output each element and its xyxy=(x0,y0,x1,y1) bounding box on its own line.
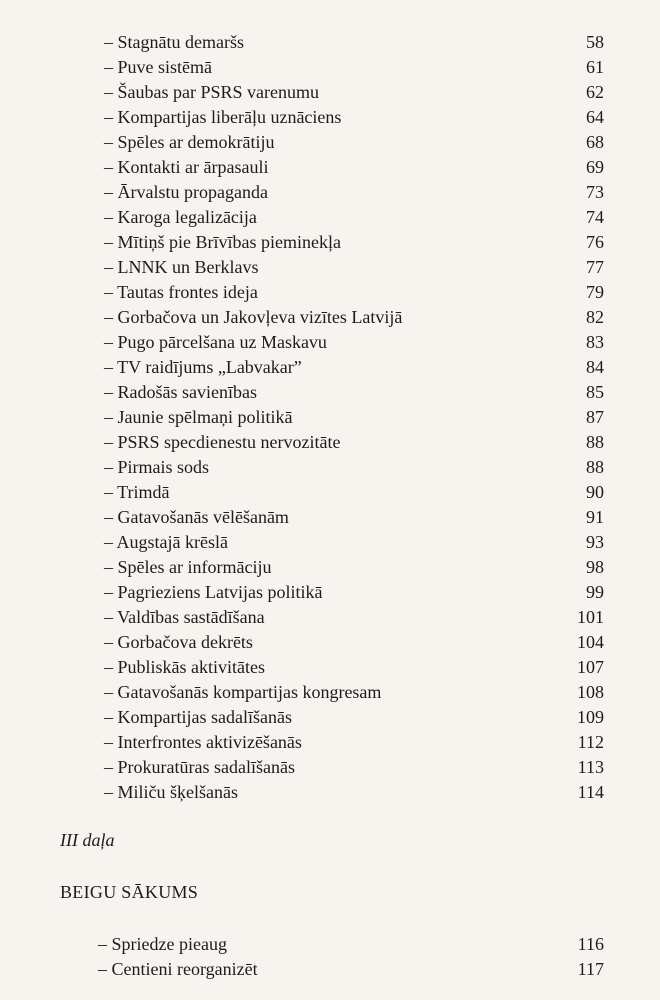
toc-entry-title: – Publiskās aktivitātes xyxy=(104,657,265,677)
toc-entry-title: – Tautas frontes ideja xyxy=(104,282,258,302)
toc-entry-page-number: 74 xyxy=(586,207,604,227)
toc-entry xyxy=(104,580,604,605)
toc-entry-page-number: 90 xyxy=(586,482,604,502)
toc-entry-page-number: 73 xyxy=(586,182,604,202)
toc-entry-page-number: 112 xyxy=(577,732,604,752)
toc-entry xyxy=(104,430,604,455)
toc-entry-page-number: 98 xyxy=(586,557,604,577)
toc-entry-page-number: 101 xyxy=(577,607,604,627)
toc-entry-title: – Šaubas par PSRS varenumu xyxy=(104,82,319,102)
toc-entry-title: – Valdības sastādīšana xyxy=(104,607,265,627)
toc-entry-title: – Pirmais sods xyxy=(104,457,210,477)
toc-entry xyxy=(104,205,604,230)
toc-entry-page-number: 113 xyxy=(577,757,604,777)
toc-entry xyxy=(104,30,604,55)
toc-entry-title: – Mītiņš pie Brīvības pieminekļa xyxy=(104,232,341,252)
toc-entry xyxy=(98,932,604,957)
toc-entry-title: – Gatavošanās kompartijas kongresam xyxy=(104,682,382,702)
toc-entry-page-number: 117 xyxy=(577,959,604,979)
toc-entry-title: – Prokuratūras sadalīšanās xyxy=(104,757,295,777)
toc-entry-page-number: 84 xyxy=(586,357,604,377)
toc-entry-page-number: 64 xyxy=(586,107,604,127)
toc-entry-page-number: 69 xyxy=(586,157,604,177)
section-title: BEIGU SĀKUMS xyxy=(60,882,199,902)
toc-entry-page-number: 114 xyxy=(577,782,604,802)
toc-entry xyxy=(104,155,604,180)
toc-entry-page-number: 108 xyxy=(577,682,604,702)
toc-entry xyxy=(104,705,604,730)
toc-entry xyxy=(104,680,604,705)
toc-entry xyxy=(104,255,604,280)
toc-entry xyxy=(104,505,604,530)
toc-entry-page-number: 107 xyxy=(577,657,604,677)
toc-entry xyxy=(104,330,604,355)
toc-entry xyxy=(104,130,604,155)
toc-entry-title: – Interfrontes aktivizēšanās xyxy=(104,732,302,752)
toc-entry-page-number: 61 xyxy=(586,57,604,77)
toc-entry-title: – Centieni reorganizēt xyxy=(98,959,258,979)
toc-entry-page-number: 116 xyxy=(577,934,604,954)
toc-entry-page-number: 77 xyxy=(586,257,604,277)
toc-entry-title: – Jaunie spēlmaņi politikā xyxy=(104,407,293,427)
toc-entry xyxy=(104,280,604,305)
toc-entry-title: – Miliču šķelšanās xyxy=(104,782,238,802)
toc-entry-title: – Trimdā xyxy=(104,482,170,502)
toc-entry-page-number: 58 xyxy=(586,32,604,52)
toc-entry xyxy=(104,655,604,680)
toc-entry xyxy=(104,230,604,255)
toc-entry-title: – Kompartijas liberāļu uznāciens xyxy=(104,107,342,127)
toc-entry xyxy=(104,455,604,480)
part-label: III daļa xyxy=(60,830,115,850)
toc-entry-page-number: 109 xyxy=(577,707,604,727)
toc-entry xyxy=(104,105,604,130)
toc-entry-page-number: 68 xyxy=(586,132,604,152)
table-of-contents-part3 xyxy=(98,932,604,982)
toc-entry xyxy=(104,755,604,780)
toc-entry xyxy=(104,530,604,555)
toc-entry-page-number: 76 xyxy=(586,232,604,252)
toc-entry-page-number: 104 xyxy=(577,632,604,652)
toc-entry xyxy=(104,80,604,105)
toc-entry xyxy=(104,305,604,330)
toc-entry-title: – Kontakti ar ārpasauli xyxy=(104,157,269,177)
toc-entry-page-number: 88 xyxy=(586,457,604,477)
toc-entry xyxy=(98,957,604,982)
toc-entry-page-number: 87 xyxy=(586,407,604,427)
toc-entry-title: – Puve sistēmā xyxy=(104,57,212,77)
toc-entry-title: – TV raidījums „Labvakar” xyxy=(104,357,302,377)
toc-entry xyxy=(104,180,604,205)
toc-entry xyxy=(104,355,604,380)
toc-entry-title: – Gorbačova un Jakovļeva vizītes Latvijā xyxy=(104,307,403,327)
toc-entry xyxy=(104,780,604,805)
toc-entry-page-number: 62 xyxy=(586,82,604,102)
toc-entry xyxy=(104,480,604,505)
toc-entry xyxy=(104,55,604,80)
toc-entry-title: – Pagrieziens Latvijas politikā xyxy=(104,582,323,602)
toc-entry xyxy=(104,555,604,580)
toc-entry-title: – LNNK un Berklavs xyxy=(104,257,259,277)
toc-entry-title: – Kompartijas sadalīšanās xyxy=(104,707,292,727)
toc-entry-title: – Gatavošanās vēlēšanām xyxy=(104,507,289,527)
toc-entry xyxy=(104,630,604,655)
toc-entry-title: – Ārvalstu propaganda xyxy=(104,182,268,202)
toc-entry-page-number: 82 xyxy=(586,307,604,327)
toc-entry-title: – Radošās savienības xyxy=(104,382,257,402)
toc-entry-page-number: 99 xyxy=(586,582,604,602)
toc-entry-title: – PSRS specdienestu nervozitāte xyxy=(104,432,341,452)
toc-entry-title: – Pugo pārcelšana uz Maskavu xyxy=(104,332,327,352)
toc-entry-page-number: 83 xyxy=(586,332,604,352)
toc-entry-page-number: 93 xyxy=(586,532,604,552)
toc-entry-page-number: 91 xyxy=(586,507,604,527)
toc-entry xyxy=(104,730,604,755)
toc-entry-title: – Gorbačova dekrēts xyxy=(104,632,253,652)
toc-entry xyxy=(104,405,604,430)
toc-entry-title: – Spriedze pieaug xyxy=(98,934,227,954)
toc-entry-page-number: 88 xyxy=(586,432,604,452)
toc-entry-title: – Spēles ar informāciju xyxy=(104,557,272,577)
table-of-contents-part2 xyxy=(104,30,604,805)
toc-entry xyxy=(104,605,604,630)
toc-entry-title: – Stagnātu demaršs xyxy=(104,32,244,52)
toc-entry xyxy=(104,380,604,405)
toc-entry-title: – Augstajā krēslā xyxy=(104,532,228,552)
toc-entry-page-number: 85 xyxy=(586,382,604,402)
toc-entry-title: – Spēles ar demokrātiju xyxy=(104,132,275,152)
toc-entry-title: – Karoga legalizācija xyxy=(104,207,257,227)
toc-entry-page-number: 79 xyxy=(586,282,604,302)
